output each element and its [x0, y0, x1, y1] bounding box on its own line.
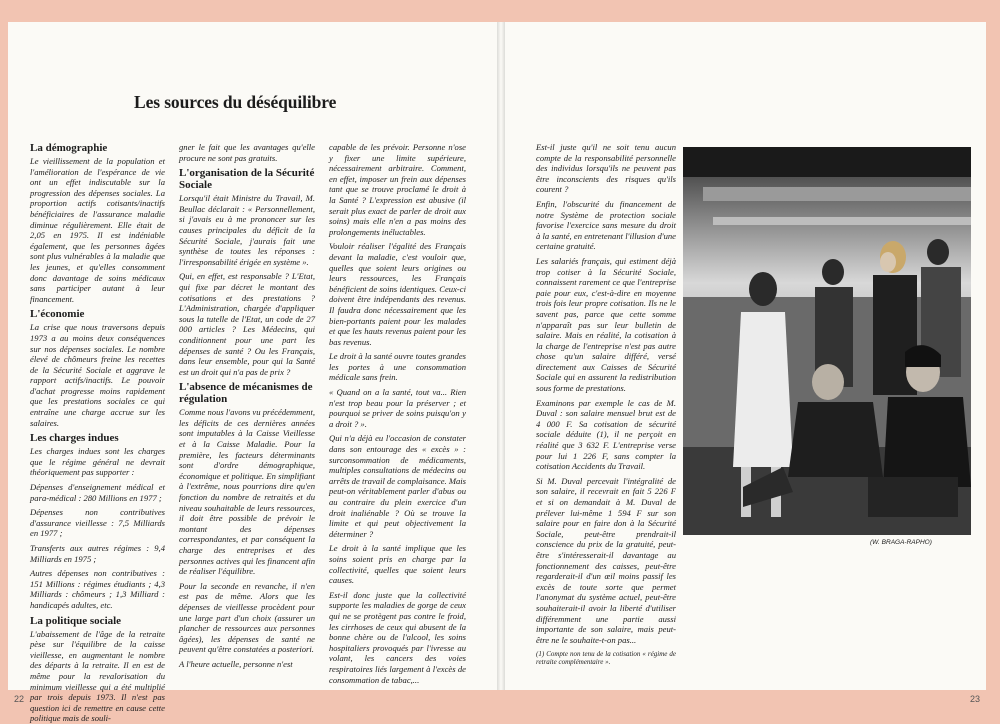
text-column-2	[179, 142, 315, 669]
photo-credit: (W. BRAGA-RAPHO)	[870, 539, 932, 546]
page-gutter	[497, 22, 505, 690]
paragraph: Dépenses non contributives d'assurance vieillesse : 7,5 Milliards en 1977 ;	[30, 507, 165, 539]
paragraph: Est-il donc juste que la collectivité supporte les maladies de gorge de ceux qui ne se protègent pas contre le froid, les cirrhoses de ceux qui abusent de la bonne chère ou de l'alcool, les soins hospitaliers provoqués par l'ivresse au volant, les cancers des voies respiratoires liés largement à l'excès de consommation de tabac,...	[329, 589, 466, 685]
paragraph: Le droit à la santé ouvre toutes grandes les portes à une consommation médicale sans frein.	[329, 351, 466, 383]
paragraph: Qui n'a déjà eu l'occasion de constater dans son entourage des « excès » : surconsommation de médicaments, multiples consultations de médecins ou arrêts de travail de complaisance. Mais peut-on véritablement parler d'abus ou au contraire du plein exercice d'un droit inaliénable ? Où se trouve la limite et qui peut objectivement la déterminer ?	[329, 433, 467, 539]
paragraph: Autres dépenses non contributives : 151 Millions : régimes étudiants ; 4,3 Milliards : chômeurs ; 1,3 Milliard : handicapés adultes, etc.	[30, 568, 165, 610]
section-heading: Les charges indues	[30, 432, 119, 445]
paragraph: Le vieillissement de la population et l'amélioration de l'espérance de vie ont un effet indiscutable sur la progression des dépenses sociales. La proportion actifs cotisants/inactifs bénéficiaires de l'assurance maladie diminue régulièrement. Elle était de 2,05 en 1975. Il est indéniable également, que les personnes âgées sont plus vulnérables à la maladie que les jeunes, et qu'elles consomment donc davantage de soins médicaux sans participer autant à leur financement.	[30, 156, 165, 304]
paragraph: Les salariés français, qui estiment déjà trop cotiser à la Sécurité Sociale, connaissent rarement ce que l'entreprise paie pour eux, c'est-à-dire en moyenne trois fois leur propre cotisation. Ils ne le savent pas, parce que cette somme n'apparaît pas sur leur bulletin de salaire. Mais en réalité, la cotisation à la charge de l'entreprise n'est pas autre chose qu'un salaire différé, versé directement aux Caisses de Sécurité Sociale qui en assurent la redistribution sous forme de prestations.	[536, 255, 676, 394]
article-title: Les sources du déséquilibre	[134, 92, 337, 112]
section-heading: L'économie	[30, 308, 85, 321]
text-column-1	[30, 142, 165, 724]
text-column-3	[329, 142, 467, 685]
paragraph: Comme nous l'avons vu précédemment, les déficits de ces dernières années sont imputables à la Caisse Vieillesse et à la Caisse Maladie. Pour la première, les facteurs déterminants sont d'ordre démographique, économique et politique. En simplifiant à l'extrême, nous pourrions dire qu'en fonction du nombre de retraités et du niveau souhaitable de leurs ressources, il doit être possible de prévoir le montant des dépenses correspondantes, et par conséquent la charge des entreprises et des personnes actives qui les financent afin de réaliser l'équilibre.	[179, 407, 315, 577]
section-heading: La démographie	[30, 142, 108, 154]
paragraph: capable de les prévoir. Personne n'ose y fixer une limite supérieure, nécessairement arbitraire. Comment, en effet, imposer un frein aux dépenses tant que se trouve proclamé le droit à la Santé ? L'expression est abusive (il serait plus exact de parler de droit aux soins) mais elle n'en a pas moins des prolongements inéluctables.	[329, 142, 466, 237]
paragraph: Les charges indues sont les charges que le régime général ne devrait théoriquement pas supporter :	[30, 446, 165, 478]
text-column-4	[536, 142, 676, 645]
paragraph: Est-il juste qu'il ne soit tenu aucun compte de la responsabilité personnelle des individus lorsqu'ils ne peuvent pas être inconscients des risques qu'ils courent ?	[536, 142, 676, 195]
paragraph: Qui, en effet, est responsable ? L'Etat, qui fixe par décret le montant des cotisations et des prestations ? L'Administration, chargée d'appliquer sous la tutelle de l'Etat, un code de 27 000 articles ? Les Médecins, qui conditionnent pour une part les dépenses de santé ? Ou les Français, dans leur ensemble, pour qui la Santé est un droit qui n'a pas de prix ?	[179, 271, 315, 377]
paragraph: Transferts aux autres régimes : 9,4 Milliards en 1975 ;	[30, 543, 165, 564]
paragraph: Enfin, l'obscurité du financement de notre Système de protection sociale favorise l'exercice sans mesure du droit à la santé, en entretenant l'illusion d'une certaine gratuité.	[536, 198, 676, 252]
paragraph: gner le fait que les avantages qu'elle procure ne sont pas gratuits.	[179, 142, 315, 163]
paragraph: L'abaissement de l'âge de la retraite pèse sur l'équilibre de la caisse vieillesse, en augmentant le nombre des départs à la retraite. Il en est de même pour la revalorisation du minimum vieillesse qui a été multiplié par trois depuis 1973. Il n'est pas question ici de remettre en cause cette politique mais de souli-	[30, 628, 165, 724]
section-heading: L'organisation de la Sécurité Sociale	[179, 167, 315, 192]
photo-illustration	[683, 147, 971, 535]
section-heading: L'absence de mécanismes de régulation	[179, 381, 313, 406]
paragraph: Pour la seconde en revanche, il n'en est pas de même. Alors que les dépenses de vieillesse procèdent pour une large part d'un choix (assurer un plancher de ressources aux personnes âgées), les dépenses de santé ne peuvent qu'être constatées a posteriori.	[179, 580, 315, 655]
paragraph: Le droit à la santé implique que les soins soient pris en charge par la collectivité, quelles que soient leurs causes.	[329, 543, 466, 586]
section-heading: La politique sociale	[30, 614, 122, 627]
paragraph: La crise que nous traversons depuis 1973 a au moins deux conséquences sur nos dépenses sociales. Le nombre élevé de chômeurs freine les recettes de la Sécurité Sociale et aggrave le rapport actifs/inactifs. Le pouvoir d'achat progresse moins rapidement que les prestations sociales ce qui entraîne une charge accrue sur les salaires.	[30, 322, 165, 428]
page-number-left: 22	[14, 694, 25, 704]
paragraph: Vouloir réaliser l'égalité des Français devant la maladie, c'est vouloir que, quelles que soient leurs origines ou leurs ressources, les Français bénéficient de soins identiques. Ceux-ci doivent être indépendants des revenus. Il faudra donc nécessairement que les bien-portants paient pour les malades et que les hauts revenus paient pour les bas revenus.	[329, 241, 466, 347]
paragraph: Examinons par exemple le cas de M. Duval : son salaire mensuel brut est de 4 000 F. Sa cotisation de sécurité sociale déduite (1), il ne perçoit en réalité que 3 632 F. L'entreprise verse pour lui 1 226 F, sans compter la cotisation Accidents du Travail.	[536, 397, 676, 472]
paragraph: « Quand on a la santé, tout va... Rien n'est trop beau pour la préserver ; et pourquoi se priver de soins puisqu'on y a droit ? ».	[329, 387, 466, 429]
page-number-right: 23	[970, 694, 981, 704]
waiting-room-photo	[683, 147, 971, 535]
paragraph: A l'heure actuelle, personne n'est	[179, 658, 293, 669]
paragraph: Si M. Duval percevait l'intégralité de son salaire, il recevrait en fait 5 226 F et si on demandait à M. Duval de prélever lui-même 1 594 F sur son salaire pour en faire don à la Sécurité Sociale, peut-être prendrait-il conscience du prix de la gratuité, peut-être s'intéresserait-il davantage au fonctionnement des caisses, peut-être regarderait-il d'un œil moins passif les excès de toute sorte que permet l'anonymat du système actuel, peut-être souhaiterait-il avoir la liberté d'utiliser différemment une partie aussi importante de son salaire, mais peut-être ne le souhaite-t-on pas...	[536, 475, 676, 645]
footnote: (1) Compte non tenu de la cotisation « régime de retraite complémentaire ».	[536, 650, 676, 666]
paragraph: Dépenses d'enseignement médical et para-médical : 280 Millions en 1977 ;	[30, 482, 165, 503]
paragraph: Lorsqu'il était Ministre du Travail, M. Beullac déclarait : « Personnellement, si j'avais eu à me prononcer sur les causes principales du déficit de la Sécurité Sociale, j'aurais fait une synthèse de toutes les réponses : l'irresponsabilité érigée en système ».	[179, 193, 315, 267]
